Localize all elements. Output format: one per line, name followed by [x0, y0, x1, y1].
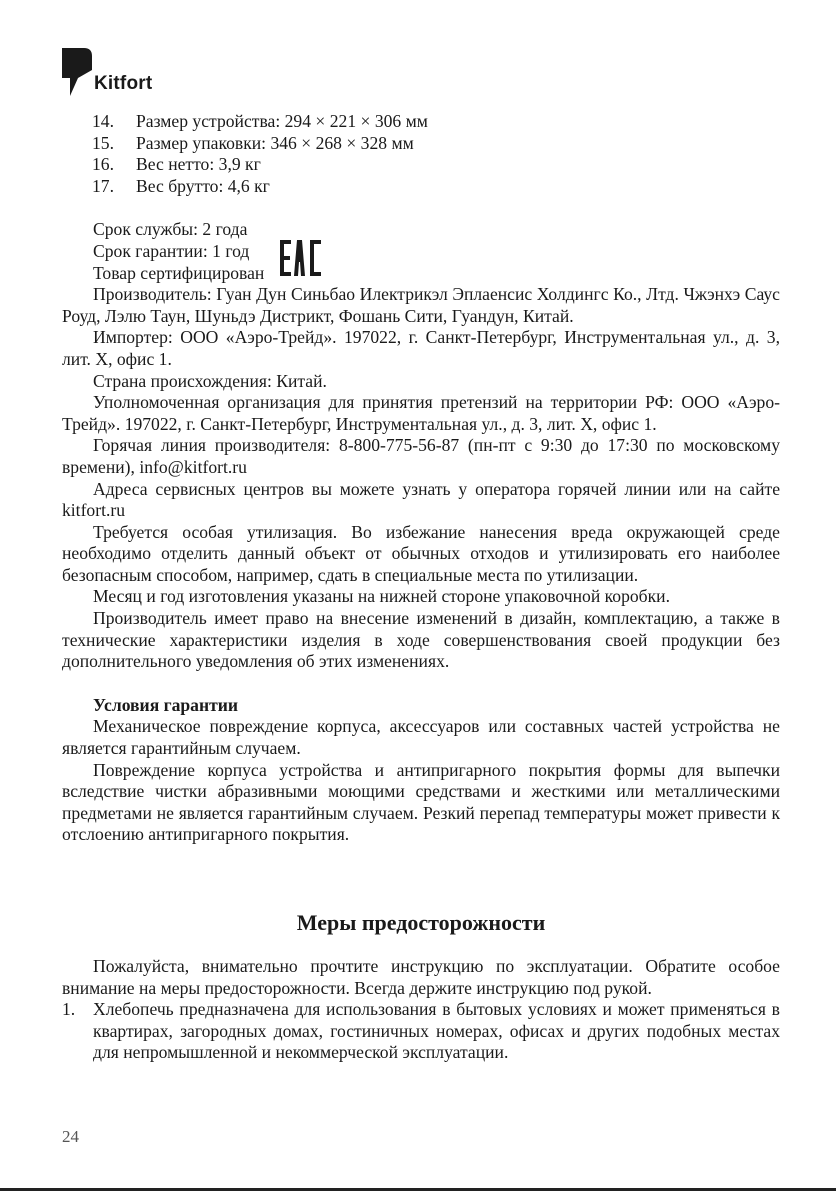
- precautions-title: Меры предосторожности: [296, 910, 546, 935]
- design-changes-info: Производитель имеет право на внесение изменений в дизайн, комплектацию, а также в технические характеристики изделия в ходе совершенствования своей продукции без дополнительного уведомления об этих изменениях.: [62, 608, 780, 672]
- certification-row: [62, 263, 780, 285]
- warranty-terms-paragraph: Механическое повреждение корпуса, аксессуаров или составных частей устройства не является гарантийным случаем.: [62, 716, 780, 759]
- spec-text: Вес брутто: 4,6 кг: [136, 175, 270, 196]
- spec-text: Вес нетто: 3,9 кг: [136, 154, 261, 175]
- warranty-period: Срок гарантии: 1 год: [93, 240, 250, 261]
- precaution-text: Хлебопечь предназначена для использования в бытовых условиях и может применяться в квартирах, загородных домах, гостиничных номерах, офисах и других подобных местах для непромышленной и некоммерческой эксплуатации.: [93, 999, 780, 1063]
- kitfort-logo: [62, 48, 152, 96]
- eac-mark-icon: [280, 240, 322, 276]
- spec-item: [62, 154, 780, 176]
- brand-name: Kitfort: [94, 73, 153, 94]
- spec-item: [62, 133, 780, 155]
- authorized-organization: Уполномоченная организация для принятия претензий на территории РФ: ООО «Аэро-Трейд». 197022, г. Санкт-Петербург, Инструментальная ул., д. 3, лит. Х, офис 1.: [62, 392, 780, 434]
- page-number: 24: [62, 1127, 79, 1146]
- service-centers-info: Адреса сервисных центров вы можете узнать у оператора горячей линии или на сайте kitfort.ru: [62, 478, 780, 521]
- precaution-number: 1.: [62, 999, 76, 1020]
- importer-info: Импортер: ООО «Аэро-Трейд». 197022, г. Санкт-Петербург, Инструментальная ул., д. 3, лит. Х, офис 1.: [62, 327, 780, 369]
- disposal-info: Требуется особая утилизация. Во избежание нанесения вреда окружающей среде необходимо отделить данный объект от обычных отходов и утилизировать его наиболее безопасным способом, например, сдать в специальные места по утилизации.: [62, 521, 780, 585]
- precaution-item: [62, 999, 780, 1064]
- spec-number: 16.: [92, 154, 114, 175]
- warranty-terms-heading: Условия гарантии: [93, 694, 239, 715]
- spec-text: Размер упаковки: 346 × 268 × 328 мм: [136, 132, 414, 153]
- spec-number: 14.: [92, 111, 114, 131]
- service-life: Срок службы: 2 года: [93, 219, 248, 240]
- spec-text: Размер устройства: 294 × 221 × 306 мм: [136, 111, 428, 131]
- hotline-info: Горячая линия производителя: 8-800-775-56-87 (пн-пт с 9:30 до 17:30 по московскому времени), info@kitfort.ru: [62, 435, 780, 477]
- precautions-intro: Пожалуйста, внимательно прочтите инструкцию по эксплуатации. Обратите особое внимание на меры предосторожности. Всегда держите инструкцию под рукой.: [62, 956, 780, 998]
- warranty-terms-paragraph: Повреждение корпуса устройства и антипригарного покрытия формы для выпечки вследствие чистки абразивными моющими средствами и жесткими или металлическими предметами не является гарантийным случаем. Резкий перепад температуры может привести к отслоению антипригарного покрытия.: [62, 759, 780, 845]
- page-content: [62, 111, 780, 1064]
- manufacture-date-info: Месяц и год изготовления указаны на нижней стороне упаковочной коробки.: [93, 586, 670, 607]
- kitfort-logo-icon: [62, 48, 92, 96]
- spec-item: [62, 111, 780, 133]
- manufacturer-info: Производитель: Гуан Дун Синьбао Илектрикэл Эплаенсис Холдингс Ко., Лтд. Чжэнхэ Саус Роуд, Лэлю Таун, Шуньдэ Дистрикт, Фошань Сити, Гуандун, Китай.: [62, 284, 780, 326]
- certified-text: Товар сертифицирован: [93, 262, 265, 283]
- spec-number: 15.: [92, 132, 114, 153]
- spec-number: 17.: [92, 175, 114, 196]
- country-of-origin: Страна происхождения: Китай.: [93, 370, 327, 391]
- spec-item: [62, 176, 780, 198]
